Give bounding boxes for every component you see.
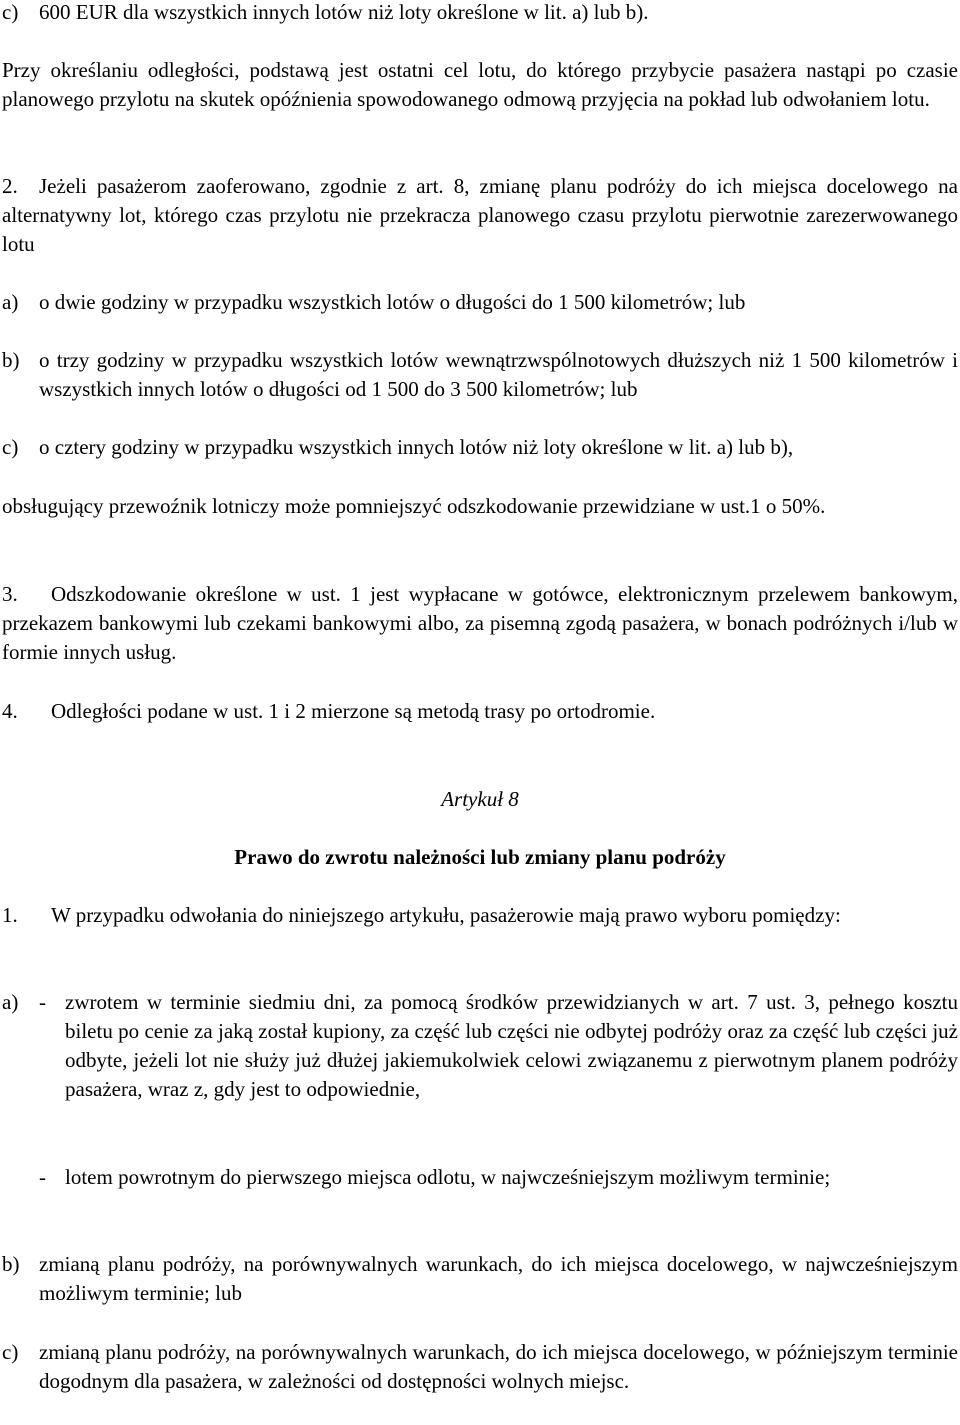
item-label: c)	[2, 0, 19, 24]
section-2-closing: obsługujący przewoźnik lotniczy może pomniejszyć odszkodowanie przewidziane w ust.1 o 50%.	[2, 494, 826, 518]
item-label: a)	[2, 290, 19, 314]
dash-label: -	[39, 1165, 46, 1189]
section-label: 1.	[2, 903, 18, 927]
item-label: b)	[2, 1252, 20, 1276]
section-label: 2.	[2, 174, 18, 198]
section-2-item-c	[2, 433, 958, 462]
dash-item-text: zwrotem w terminie siedmiu dni, za pomocą środków przewidzianych w art. 7 ust. 3, pełnego kosztu biletu po cenie za jaką został kupiony, za część lub części nie odbytej podróży oraz za część lub części już odbyte, jeżeli lot nie służy już dłużej jakiemukolwiek celowi związanemu z pierwotnym planem podróży pasażera, wraz z, gdy jest to odpowiednie,	[65, 990, 958, 1101]
section-4	[2, 697, 958, 726]
section-2-item-b	[2, 346, 958, 404]
item-text: zmianą planu podróży, na porównywalnych warunkach, do ich miejsca docelowego, w najwcześniejszym możliwym terminie; lub	[39, 1252, 958, 1305]
section-label: 3.	[2, 582, 18, 606]
section-label: 4.	[2, 699, 18, 723]
art8-item-b	[2, 1250, 958, 1308]
dash-item-text: lotem powrotnym do pierwszego miejsca odlotu, w najwcześniejszym możliwym terminie;	[65, 1165, 831, 1189]
section-3-text: Odszkodowanie określone w ust. 1 jest wypłacane w gotówce, elektronicznym przelewem bankowym, przekazem bankowymi lub czekami bankowymi albo, za pisemną zgodą pasażera, w bonach podróżnych i/lub w formie innych usług.	[2, 582, 958, 664]
art8-section-1-text: W przypadku odwołania do niniejszego artykułu, pasażerowie mają prawo wyboru pomiędzy:	[51, 903, 841, 927]
art8-item-a	[2, 988, 958, 1104]
section-2-text: Jeżeli pasażerom zaoferowano, zgodnie z art. 8, zmianę planu podróży do ich miejsca docelowego na alternatywny lot, którego czas przylotu nie przekracza planowego czasu przylotu pierwotnie zarezerwowanego lotu	[2, 174, 958, 256]
list-item-c-top	[2, 0, 958, 27]
section-4-text: Odległości podane w ust. 1 i 2 mierzone są metodą trasy po ortodromie.	[51, 699, 656, 723]
item-label: a)	[2, 990, 19, 1014]
item-text: o dwie godziny w przypadku wszystkich lotów o długości do 1 500 kilometrów; lub	[39, 290, 746, 314]
item-text: 600 EUR dla wszystkich innych lotów niż loty określone w lit. a) lub b).	[39, 0, 649, 24]
section-3	[2, 580, 958, 667]
article-title: Artykuł 8	[441, 787, 519, 811]
item-text: o trzy godziny w przypadku wszystkich lotów wewnątrzwspólnotowych dłuższych niż 1 500 kilometrów i wszystkich innych lotów o długości od 1 500 do 3 500 kilometrów; lub	[39, 348, 958, 401]
art8-item-a-dash2	[2, 1163, 958, 1192]
item-text: o cztery godziny w przypadku wszystkich innych lotów niż loty określone w lit. a) lub b),	[39, 435, 794, 459]
item-label: c)	[2, 435, 19, 459]
article-subtitle: Prawo do zwrotu należności lub zmiany planu podróży	[234, 845, 726, 869]
dash-label: -	[39, 990, 46, 1014]
art8-item-c	[2, 1338, 958, 1396]
item-text: zmianą planu podróży, na porównywalnych warunkach, do ich miejsca docelowego, w późniejszym terminie dogodnym dla pasażera, w zależności od dostępności wolnych miejsc.	[39, 1340, 958, 1393]
art8-section-1	[2, 901, 958, 930]
distance-paragraph: Przy określaniu odległości, podstawą jest ostatni cel lotu, do którego przybycie pasażera nastąpi po czasie planowego przylotu na skutek opóźnienia spowodowanego odmową przyjęcia na pokład lub odwołaniem lotu.	[2, 58, 958, 111]
item-label: c)	[2, 1340, 19, 1364]
section-2-item-a	[2, 288, 958, 317]
item-label: b)	[2, 348, 20, 372]
